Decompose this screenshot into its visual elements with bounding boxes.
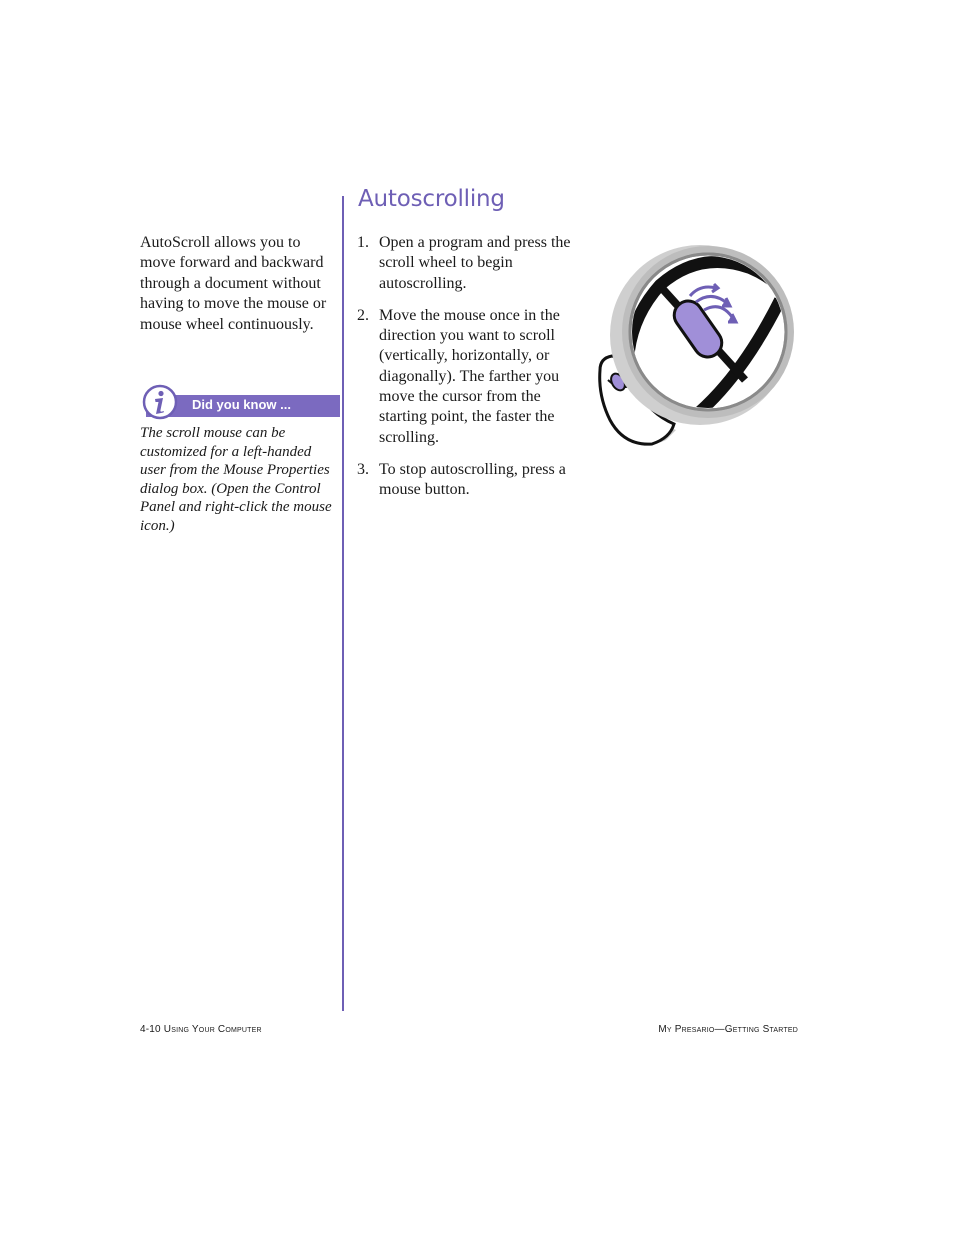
steps-list (357, 233, 589, 513)
step-item (357, 306, 589, 448)
footer-right: My Presario—Getting Started (658, 1024, 798, 1035)
step-text: Move the mouse once in the direction you want to scroll (vertically, horizontally, or diagonally). The farther you move the cursor from the starting point, the faster the scrolling. (379, 306, 560, 446)
step-item (357, 460, 589, 501)
step-number: 2. (357, 306, 369, 324)
footer-left: 4-10 Using Your Computer (140, 1024, 262, 1035)
step-number: 3. (357, 460, 369, 478)
sidebar-intro: AutoScroll allows you to move forward and backward through a document without having to move the mouse or mouse wheel continuously. (140, 234, 327, 333)
step-text: Open a program and press the scroll wheel to begin autoscrolling. (379, 234, 571, 292)
step-number: 1. (357, 234, 369, 251)
tip-text: The scroll mouse can be customized for a left-handed user from the Mouse Properties dialog box. (Open the Control Panel and right-click the mouse icon.) (140, 425, 332, 534)
step-item (357, 233, 589, 294)
step-text: To stop autoscrolling, press a mouse button. (379, 460, 566, 499)
did-you-know-callout (142, 384, 340, 418)
info-icon (142, 384, 178, 420)
section-heading: Autoscrolling (358, 186, 505, 212)
scroll-mouse-magnified-icon (590, 240, 805, 455)
tip-label: Did you know ... (192, 397, 291, 412)
column-divider (342, 196, 344, 1011)
